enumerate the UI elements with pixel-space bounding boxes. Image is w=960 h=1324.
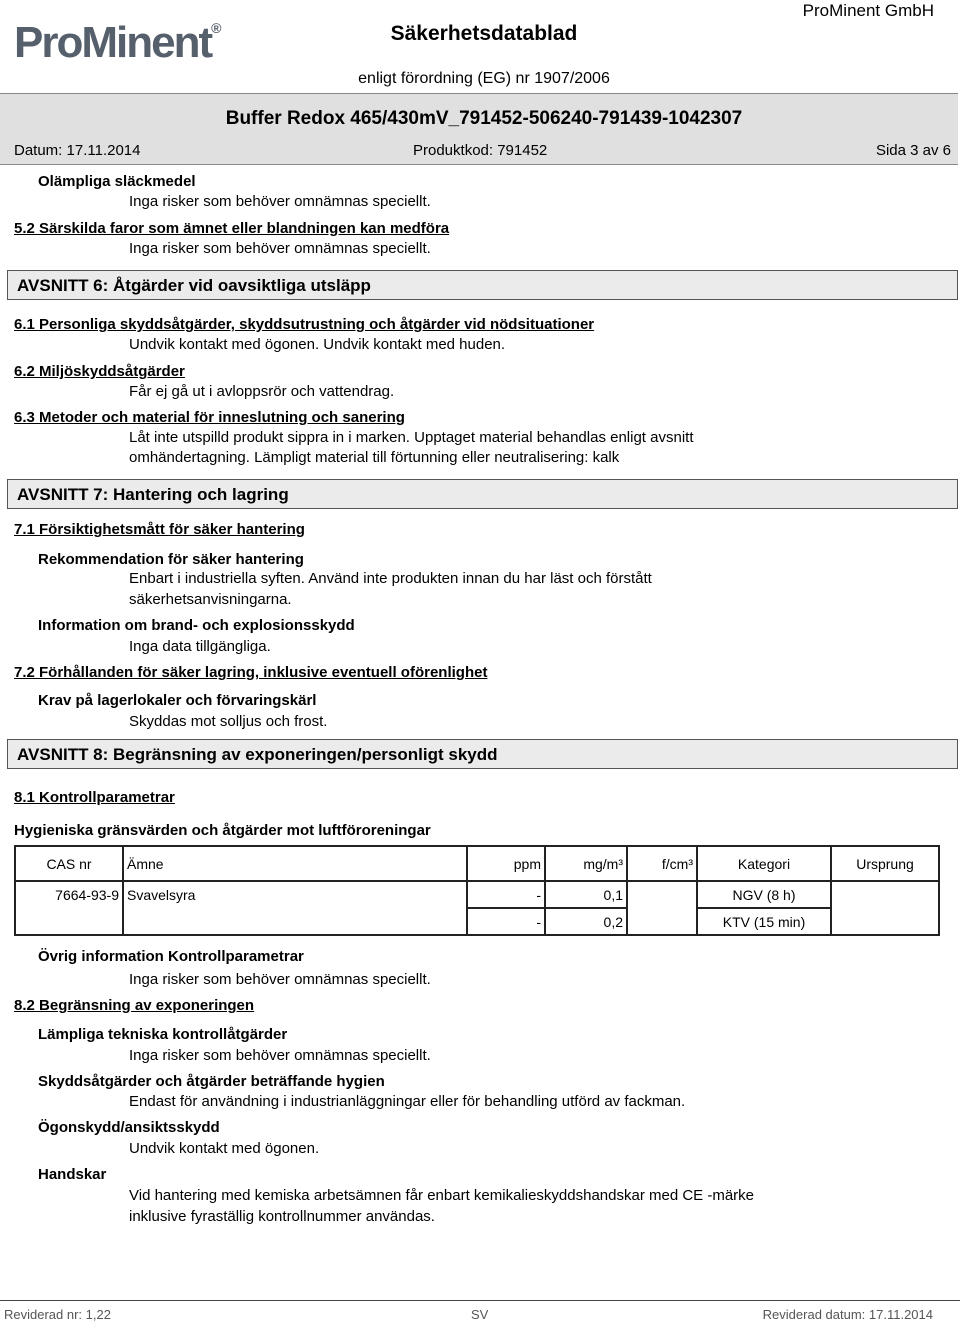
- subsection-6-2-title: 6.2 Miljöskyddsåtgärder: [14, 363, 185, 380]
- gloves-text-line1: Vid hantering med kemiska arbetsämnen får enbart kemikalieskyddshandskar med CE -märke: [129, 1187, 755, 1204]
- product-name: Buffer Redox 465/430mV_791452-506240-791439-1042307: [225, 108, 743, 129]
- document-date: Datum: 17.11.2014: [14, 142, 141, 159]
- language-code: SV: [471, 1307, 489, 1322]
- subsection-6-1-title: 6.1 Personliga skyddsåtgärder, skyddsutrustning och åtgärder vid nödsituationer: [14, 316, 595, 333]
- category-cell: KTV (15 min): [697, 908, 831, 935]
- fire-protection-text: Inga data tillgängliga.: [129, 638, 271, 655]
- storage-requirements-label: Krav på lagerlokaler och förvaringskärl: [38, 692, 317, 709]
- subsection-6-1-text: Undvik kontakt med ögonen. Undvik kontakt med huden.: [129, 336, 506, 353]
- subsection-5-2-text: Inga risker som behöver omnämnas speciellt.: [129, 240, 431, 257]
- column-header: ppm: [467, 846, 545, 881]
- unsuitable-extinguishing-text: Inga risker som behöver omnämnas speciellt.: [129, 193, 431, 210]
- hygiene-measures-label: Skyddsåtgärder och åtgärder beträffande hygien: [38, 1073, 385, 1090]
- regulation-line: enligt förordning (EG) nr 1907/2006: [358, 70, 610, 87]
- eye-protection-label: Ögonskydd/ansiktsskydd: [38, 1119, 220, 1136]
- engineering-controls-text: Inga risker som behöver omnämnas speciellt.: [129, 1047, 431, 1064]
- subsection-8-2-title: 8.2 Begränsning av exponeringen: [14, 997, 255, 1014]
- subsection-7-1-title: 7.1 Försiktighetsmått för säker hantering: [14, 521, 305, 538]
- unsuitable-extinguishing-label: Olämpliga släckmedel: [38, 173, 196, 190]
- subsection-7-2-title: 7.2 Förhållanden för säker lagring, inklusive eventuell oförenlighet: [14, 664, 488, 681]
- page-number: Sida 3 av 6: [875, 142, 951, 159]
- exposure-limits-label: Hygieniska gränsvärden och åtgärder mot luftföroreningar: [14, 822, 431, 839]
- gloves-text-line2: inklusive fyraställig kontrollnummer användas.: [129, 1208, 435, 1225]
- other-control-info-text: Inga risker som behöver omnämnas speciellt.: [129, 971, 431, 988]
- section-7-header: AVSNITT 7: Hantering och lagring: [7, 479, 958, 509]
- section-8-header: AVSNITT 8: Begränsning av exponeringen/personligt skydd: [7, 739, 958, 769]
- origin-cell: [831, 881, 939, 935]
- column-header: mg/m³: [545, 846, 627, 881]
- column-header: Kategori: [697, 846, 831, 881]
- subsection-5-2-title: 5.2 Särskilda faror som ämnet eller blandningen kan medföra: [14, 220, 450, 237]
- table-row: [15, 881, 939, 908]
- f-cell: [627, 881, 697, 935]
- column-header: Ursprung: [831, 846, 939, 881]
- company-logo: ProMinent®: [14, 18, 222, 67]
- product-code: Produktkod: 791452: [413, 142, 548, 159]
- subsection-8-1-title: 8.1 Kontrollparametrar: [14, 789, 175, 806]
- subsection-6-3-text-line2: omhändertagning. Lämpligt material till förtunning eller neutralisering: kalk: [129, 449, 620, 466]
- category-cell: NGV (8 h): [697, 881, 831, 908]
- cas-number: 7664-93-9: [15, 881, 123, 935]
- footer-divider: [0, 1300, 960, 1301]
- column-header: f/cm³: [627, 846, 697, 881]
- storage-requirements-text: Skyddas mot solljus och frost.: [129, 713, 328, 730]
- hygiene-measures-text: Endast för användning i industrianläggningar eller för behandling utförd av fackman.: [129, 1093, 686, 1110]
- subsection-6-2-text: Får ej gå ut i avloppsrör och vattendrag.: [129, 383, 395, 400]
- subsection-6-3-title: 6.3 Metoder och material för inneslutning och sanering: [14, 409, 405, 426]
- safe-handling-text-line1: Enbart i industriella syften. Använd inte produkten innan du har läst och förstått: [129, 570, 652, 587]
- revision-date: Reviderad datum: 17.11.2014: [762, 1307, 933, 1322]
- revision-number: Reviderad nr: 1,22: [4, 1307, 111, 1322]
- safe-handling-label: Rekommendation för säker hantering: [38, 551, 304, 568]
- section-6-header: AVSNITT 6: Åtgärder vid oavsiktliga utsläpp: [7, 270, 958, 300]
- table-header-row: [15, 846, 939, 881]
- mg-cell: 0,1: [545, 881, 627, 908]
- company-name: ProMinent GmbH: [802, 1, 934, 20]
- subsection-6-3-text-line1: Låt inte utspilld produkt sippra in i marken. Upptaget material behandlas enligt avsnitt: [129, 429, 694, 446]
- gloves-label: Handskar: [38, 1166, 107, 1183]
- substance-name: Svavelsyra: [123, 881, 467, 935]
- engineering-controls-label: Lämpliga tekniska kontrollåtgärder: [38, 1026, 288, 1043]
- eye-protection-text: Undvik kontakt med ögonen.: [129, 1140, 320, 1157]
- safe-handling-text-line2: säkerhetsanvisningarna.: [129, 591, 292, 608]
- other-control-info-label: Övrig information Kontrollparametrar: [38, 948, 304, 965]
- document-title: Säkerhetsdatablad: [390, 22, 578, 45]
- mg-cell: 0,2: [545, 908, 627, 935]
- ppm-cell: -: [467, 908, 545, 935]
- column-header: Ämne: [123, 846, 467, 881]
- exposure-limits-table: [14, 845, 940, 936]
- column-header: CAS nr: [15, 846, 123, 881]
- ppm-cell: -: [467, 881, 545, 908]
- fire-protection-label: Information om brand- och explosionsskydd: [38, 617, 355, 634]
